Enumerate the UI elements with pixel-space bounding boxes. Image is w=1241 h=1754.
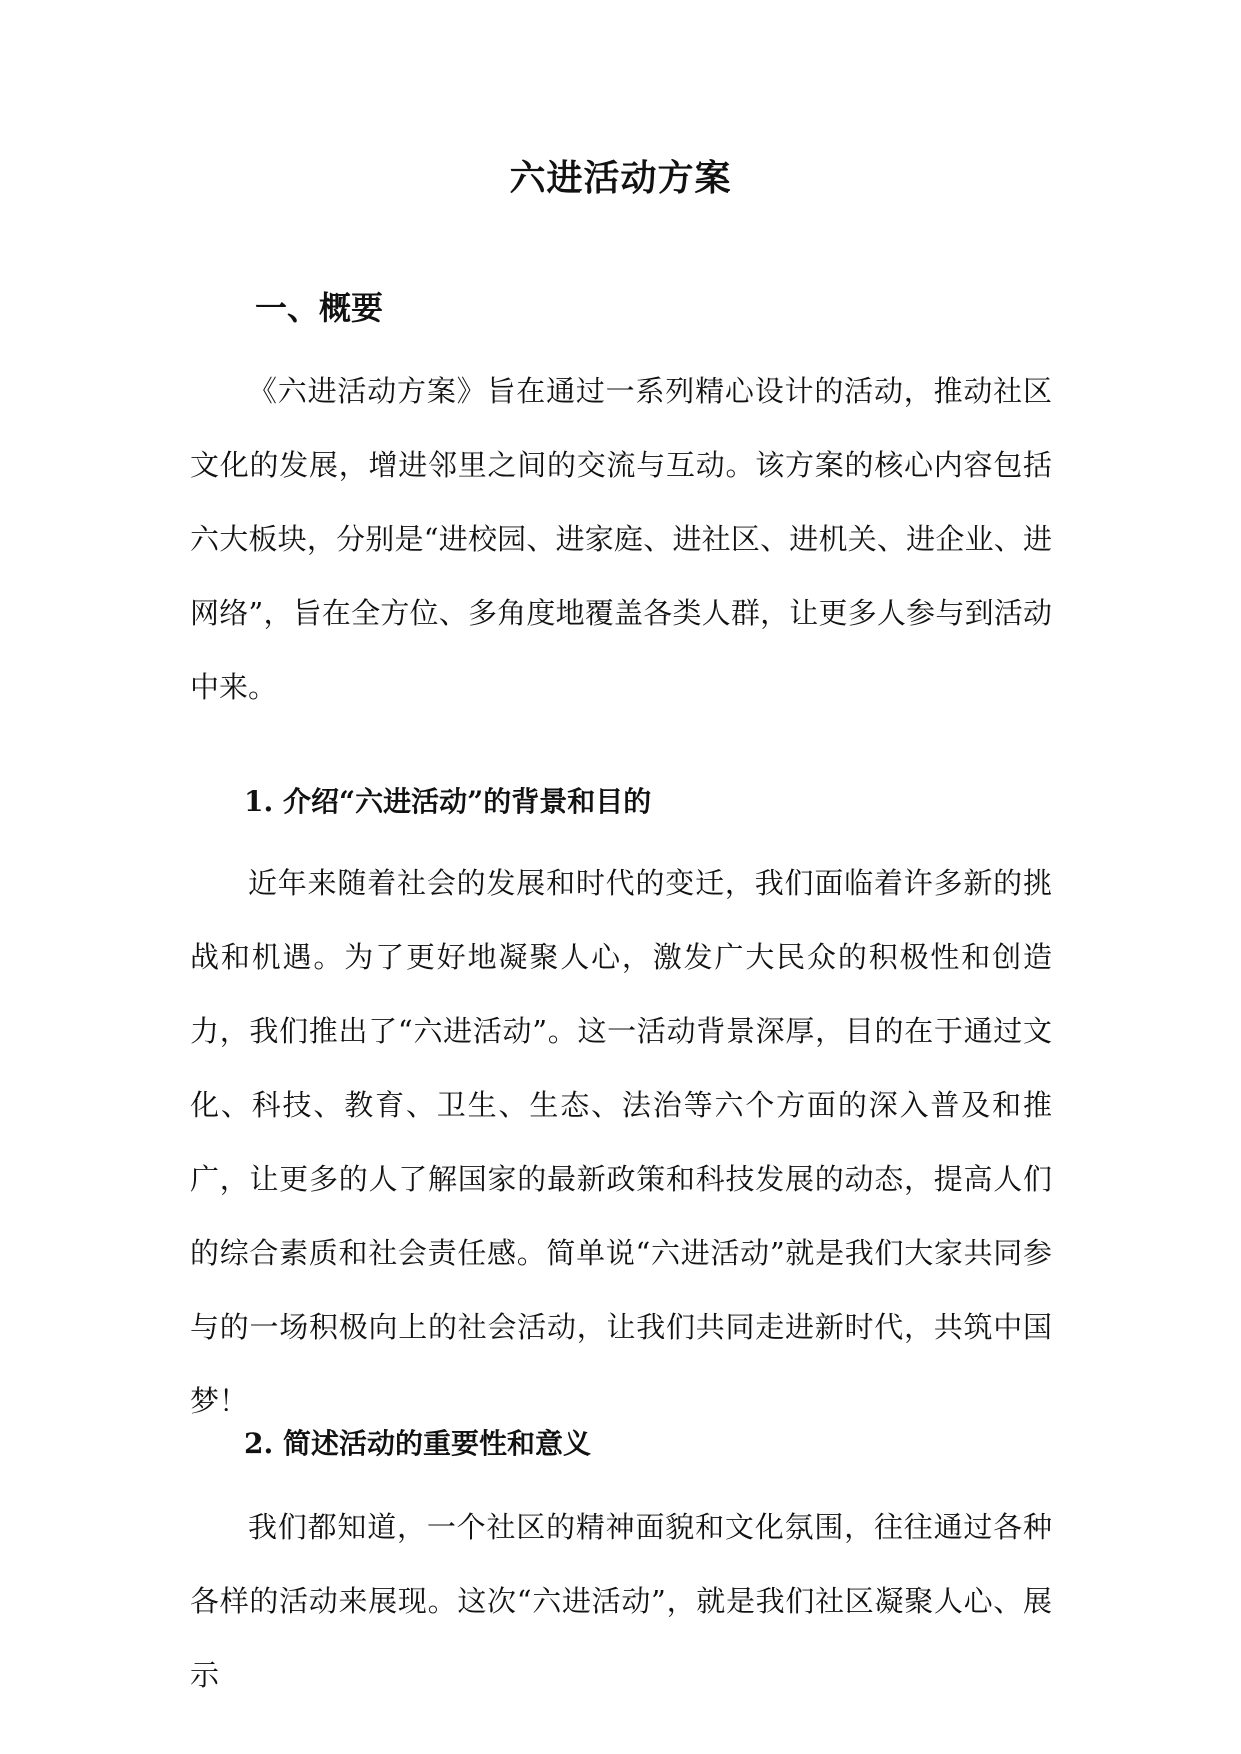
- subsection-heading-importance: 2. 简述活动的重要性和意义: [244, 1427, 591, 1460]
- document-title: 六进活动方案: [509, 157, 732, 199]
- importance-paragraph: 我们都知道，一个社区的精神面貌和文化氛围，往往通过各种各样的活动来展现。这次“六进活动”，就是我们社区凝聚人心、展示: [190, 1510, 1052, 1692]
- background-paragraph: 近年来随着社会的发展和时代的变迁，我们面临着许多新的挑战和机遇。为了更好地凝聚人心，激发广大民众的积极性和创造力，我们推出了“六进活动”。这一活动背景深厚，目的在于通过文化、科技、教育、卫生、生态、法治等六个方面的深入普及和推广，让更多的人了解国家的最新政策和科技发展的动态，提高人们的综合素质和社会责任感。简单说“六进活动”就是我们大家共同参与的一场积极向上的社会活动，让我们共同走进新时代，共筑中国梦！: [190, 866, 1052, 1418]
- section-heading-overview: 一、概要: [255, 289, 384, 327]
- subsection-heading-background: 1. 介绍“六进活动”的背景和目的: [244, 785, 652, 818]
- overview-paragraph: 《六进活动方案》旨在通过一系列精心设计的活动，推动社区文化的发展，增进邻里之间的交流与互动。该方案的核心内容包括六大板块，分别是“进校园、进家庭、进社区、进机关、进企业、进网络”，旨在全方位、多角度地覆盖各类人群，让更多人参与到活动中来。: [190, 374, 1052, 704]
